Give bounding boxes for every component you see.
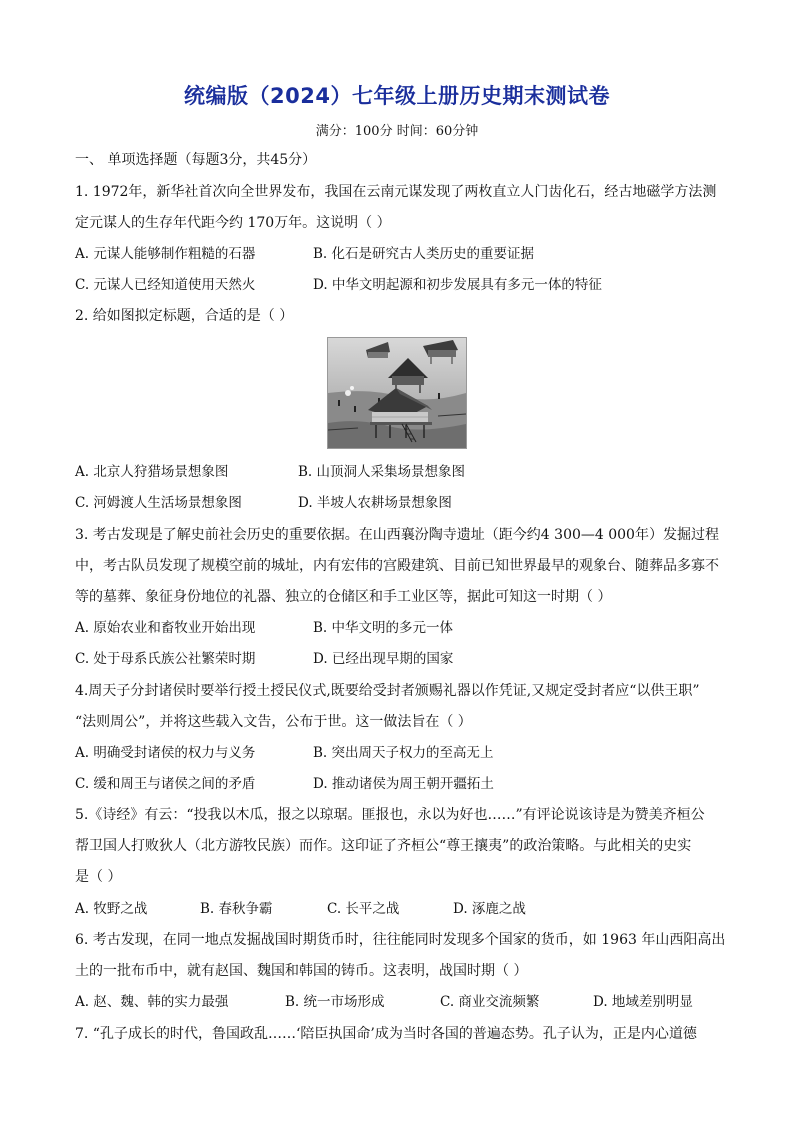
question-4-option-b: B. 突出周天子权力的至高无上 [313, 745, 494, 761]
question-2-option-b: B. 山顶洞人采集场景想象图 [298, 464, 466, 480]
question-2-figure [327, 337, 467, 449]
question-5-option-d: D. 涿鹿之战 [453, 901, 526, 917]
question-2-option-a: A. 北京人狩猎场景想象图 [75, 464, 229, 480]
question-5-option-a: A. 牧野之战 [75, 901, 148, 917]
stilt-house-illustration [328, 338, 466, 448]
question-3-option-a: A. 原始农业和畜牧业开始出现 [75, 620, 256, 636]
question-1-line-1: 1. 1972年，新华社首次向全世界发布，我国在云南元谋发现了两枚直立人门齿化石，经古地磁学方法测 [75, 184, 717, 200]
question-6-line-1: 6. 考古发现，在同一地点发掘战国时期货币时，往往能同时发现多个国家的货币，如 1963 年山西阳高出 [75, 932, 726, 948]
question-3-line-2: 中，考古队员发现了规模空前的城址，内有宏伟的宫殿建筑、目前已知世界最早的观象台、随葬品多寡不 [75, 558, 719, 574]
question-2-option-d: D. 半坡人农耕场景想象图 [298, 495, 452, 511]
section-heading: 一、 单项选择题（每题3分，共45分） [75, 152, 317, 168]
question-1-option-b: B. 化石是研究古人类历史的重要证据 [313, 246, 535, 262]
question-5-line-2: 帮卫国人打败狄人（北方游牧民族）而作。这印证了齐桓公“尊王攘夷”的政治策略。与此相关的史实 [75, 838, 692, 854]
question-4-option-d: D. 推动诸侯为周王朝开疆拓土 [313, 776, 494, 792]
question-6-option-c: C. 商业交流频繁 [440, 994, 540, 1010]
question-2-option-c: C. 河姆渡人生活场景想象图 [75, 495, 242, 511]
question-4-line-1: 4.周天子分封诸侯时要举行授土授民仪式,既要给受封者颁赐礼器以作凭证,又规定受封者应“以供王职” [75, 683, 700, 699]
question-7-line-1: 7. “孔子成长的时代，鲁国政乱……‘陪臣执国命’成为当时各国的普遍态势。孔子认为，正是内心道德 [75, 1026, 697, 1042]
question-5-line-3: 是（ ） [75, 869, 122, 885]
question-4-option-c: C. 缓和周王与诸侯之间的矛盾 [75, 776, 256, 792]
question-6-option-d: D. 地域差别明显 [593, 994, 693, 1010]
question-1-option-d: D. 中华文明起源和初步发展具有多元一体的特征 [313, 277, 602, 293]
question-1-option-a: A. 元谋人能够制作粗糙的石器 [75, 246, 256, 262]
question-5-line-1: 5.《诗经》有云：“投我以木瓜，报之以琼琚。匪报也，永以为好也……”有评论说该诗是为赞美齐桓公 [75, 807, 705, 823]
question-4-option-a: A. 明确受封诸侯的权力与义务 [75, 745, 256, 761]
question-6-option-a: A. 赵、魏、韩的实力最强 [75, 994, 229, 1010]
question-4-line-2: “法则周公”，并将这些载入文告，公布于世。这一做法旨在（ ） [75, 714, 472, 730]
question-5-option-c: C. 长平之战 [327, 901, 400, 917]
question-6-option-b: B. 统一市场形成 [285, 994, 385, 1010]
question-3-option-d: D. 已经出现早期的国家 [313, 651, 454, 667]
question-3-option-c: C. 处于母系氏族公社繁荣时期 [75, 651, 256, 667]
question-3-line-3: 等的墓葬、象征身份地位的礼器、独立的仓储区和手工业区等，据此可知这一时期（ ） [75, 589, 612, 605]
question-3-option-b: B. 中华文明的多元一体 [313, 620, 454, 636]
exam-info: 满分：100分 时间：60分钟 [315, 124, 479, 139]
question-2-line-1: 2. 给如图拟定标题，合适的是（ ） [75, 308, 294, 324]
question-6-line-2: 土的一批布币中，就有赵国、魏国和韩国的铸币。这表明，战国时期（ ） [75, 963, 528, 979]
question-1-line-2: 定元谋人的生存年代距今约 170万年。这说明（ ） [75, 215, 391, 231]
question-3-line-1: 3. 考古发现是了解史前社会历史的重要依据。在山西襄汾陶寺遗址（距今约4 300—4 000年）发掘过程 [75, 527, 719, 543]
question-1-option-c: C. 元谋人已经知道使用天然火 [75, 277, 256, 293]
page-title: 统编版（2024）七年级上册历史期末测试卷 [184, 84, 610, 108]
question-5-option-b: B. 春秋争霸 [200, 901, 273, 917]
